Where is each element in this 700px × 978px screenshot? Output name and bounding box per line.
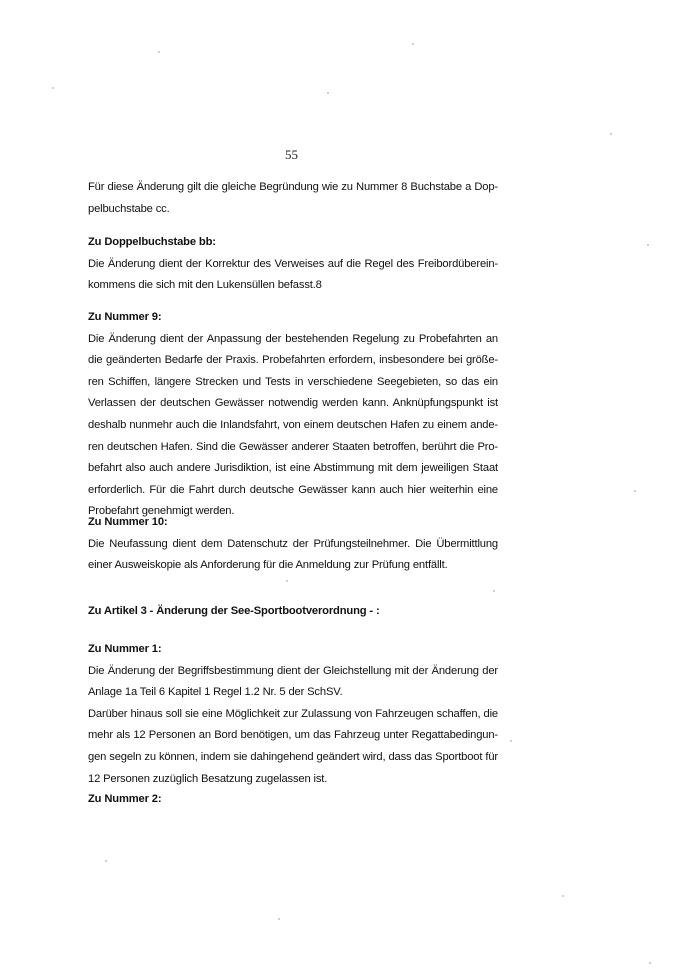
scan-speck <box>412 43 414 45</box>
text-line: einer Ausweiskopie als Anforderung für die Anmeldung zur Prüfung entfällt. <box>88 559 448 572</box>
section-heading: Zu Nummer 9: <box>88 311 162 323</box>
scan-speck <box>158 51 160 53</box>
section-nummer-10 <box>88 512 498 577</box>
section-doppelbuchstabe-bb <box>88 232 498 297</box>
section-artikel-3 <box>88 601 498 623</box>
section-heading: Zu Nummer 1: <box>88 643 162 655</box>
text-line: deshalb nunmehr auch die Inlandsfahrt, von einem deutschen Hafen zu einem ande- <box>88 418 498 431</box>
text-line: 12 Personen zuzüglich Besatzung zugelassen ist. <box>88 772 328 785</box>
text-line: gen segeln zu können, indem sie dahingehend geändert wird, dass das Sportboot für <box>88 750 498 763</box>
page-number: 55 <box>285 147 298 162</box>
scan-speck <box>510 740 512 742</box>
section-nummer-9 <box>88 307 498 523</box>
section-artikel-3-nummer-1 <box>88 639 498 790</box>
text-line: Probefahrt genehmigt werden. <box>88 505 235 518</box>
section-artikel-3-nummer-2 <box>88 789 498 811</box>
scan-speck <box>278 918 280 920</box>
text-line: Die Neufassung dient dem Datenschutz der Prüfungsteilnehmer. Die Übermittlung <box>88 537 498 550</box>
section-heading: Zu Artikel 3 - Änderung der See-Sportbootverordnung - : <box>88 605 380 617</box>
paragraph-intro <box>88 177 498 220</box>
text-line: Verlassen der deutschen Gewässer notwendig werden kann. Anknüpfungspunkt ist <box>88 397 498 410</box>
scan-speck <box>215 509 217 511</box>
scan-speck <box>286 580 288 582</box>
text-line: ren Schiffen, längere Strecken und Tests in verschiedene Seegebieten, so das ein <box>88 375 498 388</box>
scan-speck <box>105 860 107 862</box>
text-line: pelbuchstabe cc. <box>88 202 170 215</box>
text-line: mehr als 12 Personen an Bord benötigen, um das Fahrzeug unter Regattabedingun- <box>88 729 498 742</box>
text-line: Anlage 1a Teil 6 Kapitel 1 Regel 1.2 Nr. 5 der SchSV. <box>88 686 343 699</box>
text-line: ren deutschen Hafen. Sind die Gewässer anderer Staaten betroffen, berührt die Pro- <box>88 440 498 453</box>
scan-speck <box>610 133 612 135</box>
section-heading: Zu Nummer 2: <box>88 793 162 805</box>
text-line: erforderlich. Für die Fahrt durch deutsche Gewässer kann auch hier weiterhin eine <box>88 483 498 496</box>
text-line: kommens die sich mit den Lukensüllen befasst.8 <box>88 279 322 292</box>
section-heading: Zu Nummer 10: <box>88 516 168 528</box>
text-line: Die Änderung dient der Anpassung der bestehenden Regelung zu Probefahrten an <box>88 332 498 345</box>
scan-speck <box>327 92 329 94</box>
scan-speck <box>52 87 54 89</box>
section-heading: Zu Doppelbuchstabe bb: <box>88 236 216 248</box>
text-line: die geänderten Bedarfe der Praxis. Probefahrten erfordern, insbesondere bei größe- <box>88 354 498 367</box>
text-line: Die Änderung dient der Korrektur des Verweises auf die Regel des Freibordüberein- <box>88 257 498 270</box>
scan-speck <box>493 590 495 592</box>
text-line: Für diese Änderung gilt die gleiche Begründung wie zu Nummer 8 Buchstabe a Dop- <box>88 181 498 193</box>
scan-speck <box>634 490 636 492</box>
text-line: Die Änderung der Begriffsbestimmung dient der Gleichstellung mit der Änderung der <box>88 664 498 677</box>
scan-speck <box>649 962 651 964</box>
scan-speck <box>647 244 649 246</box>
scan-speck <box>562 895 564 897</box>
text-line: Darüber hinaus soll sie eine Möglichkeit zur Zulassung von Fahrzeugen schaffen, die <box>88 707 498 720</box>
text-line: befahrt also auch andere Jurisdiktion, ist eine Abstimmung mit dem jeweiligen Staat <box>88 462 498 475</box>
